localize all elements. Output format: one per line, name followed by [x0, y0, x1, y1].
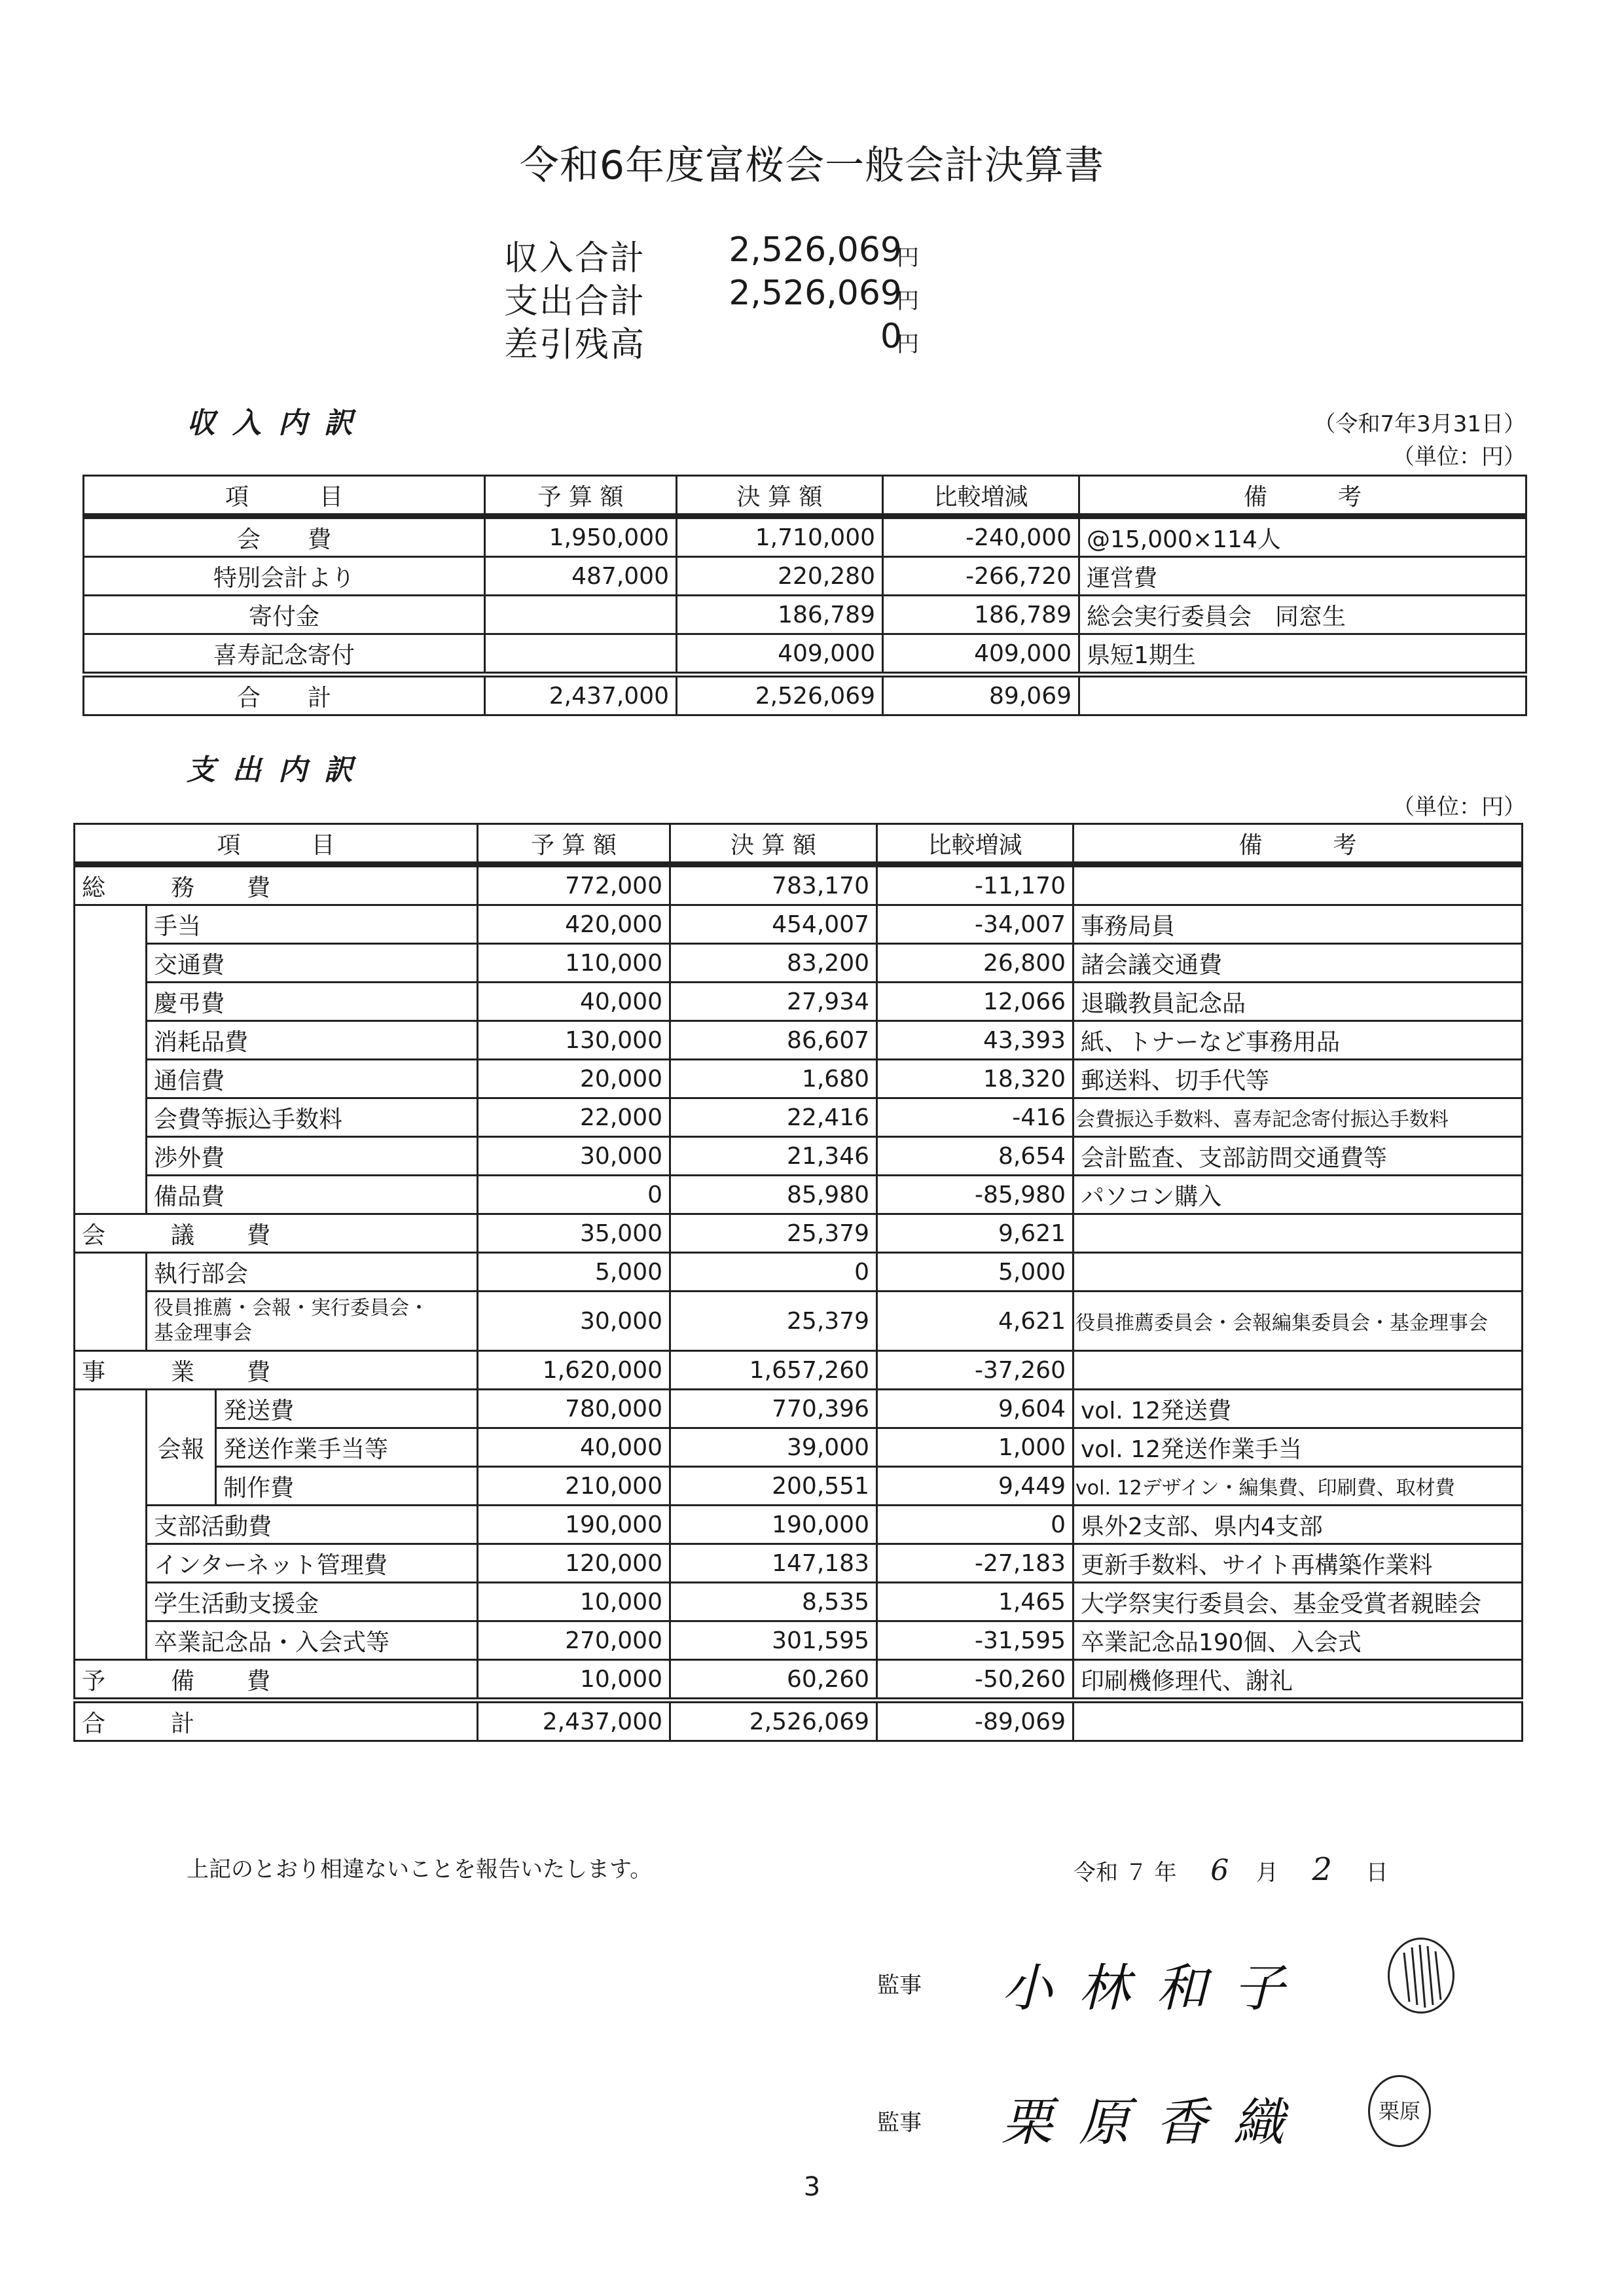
table-row	[75, 1098, 1523, 1137]
actual-cell: 0	[670, 1253, 877, 1292]
actual-cell: 190,000	[670, 1506, 877, 1544]
actual-cell: 147,183	[670, 1544, 877, 1583]
actual-cell: 22,416	[670, 1098, 877, 1137]
summary-expense-total	[504, 274, 962, 321]
budget-cell: 772,000	[478, 865, 670, 905]
date-month-unit: 月	[1255, 1860, 1278, 1886]
diff-cell: 8,654	[877, 1137, 1074, 1176]
note-cell: @15,000×114人	[1079, 516, 1526, 557]
table-row	[75, 1506, 1523, 1544]
category-row-reserve	[75, 1660, 1523, 1701]
diff-cell: -266,720	[883, 557, 1079, 596]
col-header-note: 備 考	[1079, 476, 1526, 516]
note-cell: 紙、トナーなど事務用品	[1074, 1021, 1523, 1060]
diff-cell: -85,980	[877, 1176, 1074, 1214]
category-char: 総	[82, 874, 106, 901]
category-label	[75, 1660, 478, 1701]
diff-cell: 0	[877, 1506, 1074, 1544]
note-cell	[1074, 1253, 1523, 1292]
note-cell: 卒業記念品190個、入会式	[1074, 1621, 1523, 1660]
diff-cell: 4,621	[877, 1292, 1074, 1351]
actual-cell: 83,200	[670, 944, 877, 983]
item-cell: 会費等振込手数料	[147, 1098, 478, 1137]
income-date-note: （令和7年3月31日）	[1313, 411, 1526, 437]
diff-cell: 5,000	[877, 1253, 1074, 1292]
category-char: 費	[247, 1221, 271, 1249]
budget-cell: 35,000	[478, 1214, 670, 1253]
note-cell: パソコン購入	[1074, 1176, 1523, 1214]
date-year-unit: 年	[1154, 1860, 1177, 1886]
table-row	[84, 557, 1526, 596]
income-table	[82, 475, 1527, 716]
note-cell	[1074, 1351, 1523, 1390]
note-cell: vol. 12発送作業手当	[1074, 1428, 1523, 1467]
table-row	[75, 1021, 1523, 1060]
budget-cell	[485, 634, 677, 675]
diff-cell: 26,800	[877, 944, 1074, 983]
diff-cell: -31,595	[877, 1621, 1074, 1660]
date-day-unit: 日	[1365, 1860, 1388, 1886]
actual-cell: 25,379	[670, 1214, 877, 1253]
diff-cell: -50,260	[877, 1660, 1074, 1701]
income-heading: 収入内訳	[187, 407, 370, 440]
budget-cell: 40,000	[478, 983, 670, 1021]
category-row-meeting	[75, 1214, 1523, 1253]
category-label	[75, 1214, 478, 1253]
report-statement: 上記のとおり相違ないことを報告いたします。	[187, 1856, 653, 1883]
budget-cell: 10,000	[478, 1660, 670, 1701]
budget-cell: 110,000	[478, 944, 670, 983]
subgroup-label: 会報	[147, 1390, 216, 1506]
note-cell	[1074, 1214, 1523, 1253]
item-cell: 備品費	[147, 1176, 478, 1214]
item-cell: 渉外費	[147, 1137, 478, 1176]
actual-cell: 60,260	[670, 1660, 877, 1701]
category-char: 費	[247, 1358, 271, 1386]
actual-cell: 454,007	[670, 905, 877, 944]
diff-cell: 9,449	[877, 1467, 1074, 1506]
document-title: 令和6年度富桜会一般会計決算書	[519, 143, 1105, 189]
summary-label: 支出合計	[504, 282, 646, 321]
actual-cell: 39,000	[670, 1428, 877, 1467]
category-char: 業	[171, 1358, 195, 1386]
col-header-actual: 決 算 額	[670, 824, 877, 865]
item-cell: 手当	[147, 905, 478, 944]
summary-label: 収入合計	[504, 239, 646, 278]
date-year: ７	[1125, 1860, 1147, 1886]
col-header-diff: 比較増減	[883, 476, 1079, 516]
category-char: 費	[247, 874, 271, 901]
table-row	[75, 1176, 1523, 1214]
budget-cell: 120,000	[478, 1544, 670, 1583]
table-row	[75, 1544, 1523, 1583]
summary-unit: 円	[897, 331, 919, 357]
expense-header-row	[75, 824, 1523, 865]
diff-cell: 18,320	[877, 1060, 1074, 1098]
item-cell: インターネット管理費	[147, 1544, 478, 1583]
note-cell: vol. 12発送費	[1074, 1390, 1523, 1428]
category-label	[75, 865, 478, 905]
budget-cell: 30,000	[478, 1292, 670, 1351]
col-header-budget: 予 算 額	[478, 824, 670, 865]
category-char: 議	[171, 1221, 195, 1249]
col-header-item: 項 目	[84, 476, 485, 516]
auditor-signature: 小林和子	[1001, 1959, 1311, 2018]
diff-cell: 9,604	[877, 1390, 1074, 1428]
diff-cell: -416	[877, 1098, 1074, 1137]
actual-cell: 1,680	[670, 1060, 877, 1098]
income-total-row	[84, 675, 1526, 715]
col-header-diff: 比較増減	[877, 824, 1074, 865]
note-cell: 県外2支部、県内4支部	[1074, 1506, 1523, 1544]
actual-cell: 1,710,000	[677, 516, 883, 557]
summary-label: 差引残高	[504, 325, 646, 365]
col-header-note: 備 考	[1074, 824, 1523, 865]
table-row	[75, 1621, 1523, 1660]
total-note	[1074, 1701, 1523, 1741]
item-cell: 会 費	[84, 516, 485, 557]
total-label: 合 計	[84, 675, 485, 715]
actual-cell: 186,789	[677, 596, 883, 634]
budget-cell: 0	[478, 1176, 670, 1214]
page-number: 3	[803, 2172, 821, 2202]
note-cell: 県短1期生	[1079, 634, 1526, 675]
category-label	[75, 1351, 478, 1390]
total-budget: 2,437,000	[485, 675, 677, 715]
table-row	[75, 905, 1523, 944]
table-row	[84, 596, 1526, 634]
actual-cell: 27,934	[670, 983, 877, 1021]
actual-cell: 301,595	[670, 1621, 877, 1660]
item-cell: 卒業記念品・入会式等	[147, 1621, 478, 1660]
table-row	[75, 983, 1523, 1021]
item-cell: 制作費	[216, 1467, 478, 1506]
budget-cell: 487,000	[485, 557, 677, 596]
item-cell: 通信費	[147, 1060, 478, 1098]
note-cell: 事務局員	[1074, 905, 1523, 944]
diff-cell: -34,007	[877, 905, 1074, 944]
expense-unit-note: （単位：円）	[1392, 794, 1526, 820]
budget-cell: 1,620,000	[478, 1351, 670, 1390]
summary-value: 0	[880, 317, 902, 356]
item-line: 基金理事会	[154, 1322, 252, 1345]
total-label	[75, 1701, 478, 1741]
budget-cell: 1,950,000	[485, 516, 677, 557]
summary-balance	[504, 317, 962, 365]
item-cell: 支部活動費	[147, 1506, 478, 1544]
actual-cell: 770,396	[670, 1390, 877, 1428]
budget-cell	[485, 596, 677, 634]
date-era: 令和	[1074, 1860, 1118, 1886]
category-char: 備	[171, 1667, 195, 1695]
diff-cell: 409,000	[883, 634, 1079, 675]
note-cell: 諸会議交通費	[1074, 944, 1523, 983]
budget-cell: 190,000	[478, 1506, 670, 1544]
col-header-actual: 決 算 額	[677, 476, 883, 516]
indent-spacer	[75, 905, 147, 1214]
item-cell: 発送費	[216, 1390, 478, 1428]
actual-cell: 25,379	[670, 1292, 877, 1351]
note-cell: 印刷機修理代、謝礼	[1074, 1660, 1523, 1701]
item-cell: 執行部会	[147, 1253, 478, 1292]
budget-cell: 780,000	[478, 1390, 670, 1428]
summary-unit: 円	[897, 245, 919, 271]
note-cell: 退職教員記念品	[1074, 983, 1523, 1021]
indent-spacer	[75, 1253, 147, 1351]
expense-total-row	[75, 1701, 1523, 1741]
col-header-budget: 予 算 額	[485, 476, 677, 516]
budget-cell: 130,000	[478, 1021, 670, 1060]
table-row	[84, 516, 1526, 557]
actual-cell: 409,000	[677, 634, 883, 675]
actual-cell: 85,980	[670, 1176, 877, 1214]
category-char: 事	[82, 1358, 106, 1386]
actual-cell: 86,607	[670, 1021, 877, 1060]
note-cell: 運営費	[1079, 557, 1526, 596]
budget-cell: 30,000	[478, 1137, 670, 1176]
table-row	[75, 1428, 1523, 1467]
note-cell: 総会実行委員会 同窓生	[1079, 596, 1526, 634]
diff-cell: 1,000	[877, 1428, 1074, 1467]
note-cell	[1074, 865, 1523, 905]
report-date	[1074, 1851, 1440, 1888]
date-day: 2	[1312, 1851, 1333, 1888]
total-actual: 2,526,069	[677, 675, 883, 715]
budget-cell: 40,000	[478, 1428, 670, 1467]
item-cell: 寄付金	[84, 596, 485, 634]
item-cell	[147, 1292, 478, 1351]
summary-unit: 円	[897, 288, 919, 314]
diff-cell: -37,260	[877, 1351, 1074, 1390]
date-month: 6	[1210, 1854, 1229, 1887]
budget-cell: 20,000	[478, 1060, 670, 1098]
auditor-seal: 栗原	[1368, 2075, 1431, 2147]
category-row-business	[75, 1351, 1523, 1390]
category-char: 務	[171, 874, 195, 901]
table-row	[84, 634, 1526, 675]
total-actual: 2,526,069	[670, 1701, 877, 1741]
diff-cell: 1,465	[877, 1583, 1074, 1621]
note-cell: 更新手数料、サイト再構築作業料	[1074, 1544, 1523, 1583]
budget-cell: 420,000	[478, 905, 670, 944]
diff-cell: 9,621	[877, 1214, 1074, 1253]
diff-cell: -27,183	[877, 1544, 1074, 1583]
item-line: 役員推薦・会報・実行委員会・	[154, 1297, 429, 1320]
seal-hatch-icon	[1390, 1940, 1453, 2012]
item-cell: 喜寿記念寄付	[84, 634, 485, 675]
auditor-role: 監事	[877, 2110, 922, 2136]
col-header-item: 項 目	[75, 824, 478, 865]
diff-cell: 43,393	[877, 1021, 1074, 1060]
table-row	[75, 1137, 1523, 1176]
diff-cell: 186,789	[883, 596, 1079, 634]
expense-table	[73, 823, 1523, 1742]
income-header-row	[84, 476, 1526, 516]
budget-cell: 10,000	[478, 1583, 670, 1621]
actual-cell: 200,551	[670, 1467, 877, 1506]
note-cell: 会計監査、支部訪問交通費等	[1074, 1137, 1523, 1176]
indent-spacer	[75, 1390, 147, 1660]
actual-cell: 8,535	[670, 1583, 877, 1621]
item-cell: 交通費	[147, 944, 478, 983]
summary-income-total	[504, 230, 962, 278]
table-row	[75, 1060, 1523, 1098]
income-unit-note: （単位：円）	[1392, 444, 1526, 470]
note-cell: 会費振込手数料、喜寿記念寄付振込手数料	[1074, 1098, 1523, 1137]
table-row	[75, 944, 1523, 983]
note-cell: 役員推薦委員会・会報編集委員会・基金理事会	[1074, 1292, 1523, 1351]
total-diff: 89,069	[883, 675, 1079, 715]
note-cell: 郵送料、切手代等	[1074, 1060, 1523, 1098]
category-char: 予	[82, 1667, 106, 1695]
total-note	[1079, 675, 1526, 715]
diff-cell: 12,066	[877, 983, 1074, 1021]
actual-cell: 783,170	[670, 865, 877, 905]
diff-cell: -11,170	[877, 865, 1074, 905]
expense-heading: 支出内訳	[187, 753, 370, 787]
auditor-seal	[1388, 1938, 1454, 2014]
note-cell: vol. 12デザイン・編集費、印刷費、取材費	[1074, 1467, 1523, 1506]
item-cell: 慶弔費	[147, 983, 478, 1021]
note-cell: 大学祭実行委員会、基金受賞者親睦会	[1074, 1583, 1523, 1621]
table-row	[75, 1292, 1523, 1351]
item-cell: 学生活動支援金	[147, 1583, 478, 1621]
actual-cell: 220,280	[677, 557, 883, 596]
actual-cell: 1,657,260	[670, 1351, 877, 1390]
budget-cell: 210,000	[478, 1467, 670, 1506]
actual-cell: 21,346	[670, 1137, 877, 1176]
total-char: 計	[171, 1710, 195, 1737]
auditor-role: 監事	[877, 1972, 922, 1998]
table-row	[75, 1390, 1523, 1428]
item-cell: 消耗品費	[147, 1021, 478, 1060]
item-cell: 特別会計より	[84, 557, 485, 596]
budget-cell: 270,000	[478, 1621, 670, 1660]
table-row	[75, 1583, 1523, 1621]
total-char: 合	[82, 1710, 106, 1737]
total-diff: -89,069	[877, 1701, 1074, 1741]
diff-cell: -240,000	[883, 516, 1079, 557]
table-row	[75, 1467, 1523, 1506]
budget-cell: 5,000	[478, 1253, 670, 1292]
category-char: 費	[247, 1667, 271, 1695]
budget-cell: 22,000	[478, 1098, 670, 1137]
auditor-signature: 栗原香織	[1001, 2093, 1311, 2152]
category-row-general-affairs	[75, 865, 1523, 905]
summary-value: 2,526,069	[729, 274, 902, 313]
category-char: 会	[82, 1221, 106, 1249]
summary-value: 2,526,069	[729, 230, 902, 270]
table-row	[75, 1253, 1523, 1292]
total-budget: 2,437,000	[478, 1701, 670, 1741]
item-cell: 発送作業手当等	[216, 1428, 478, 1467]
